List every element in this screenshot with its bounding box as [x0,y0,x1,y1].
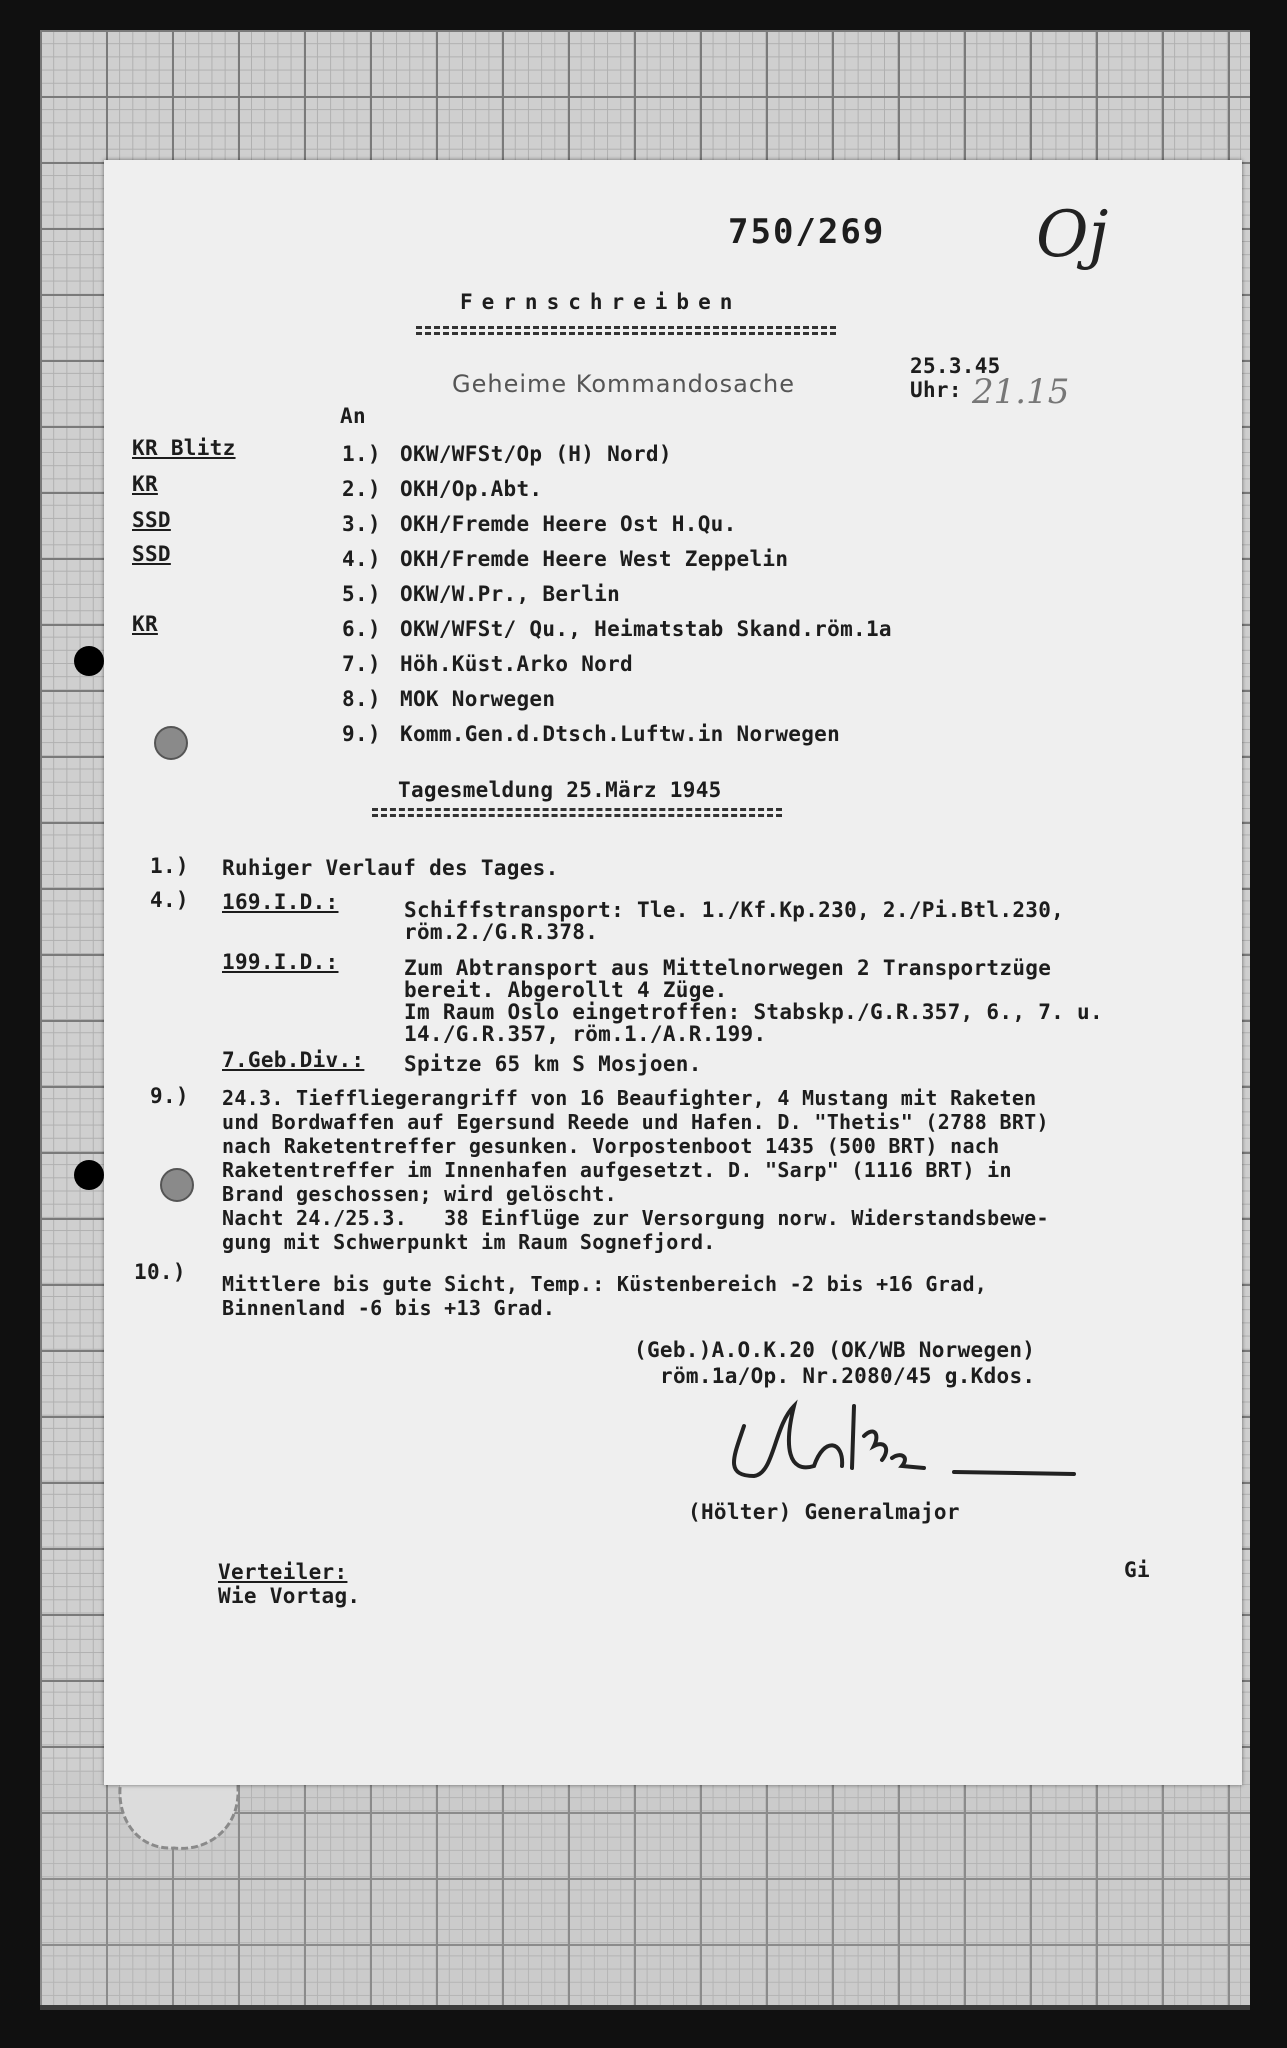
item-text: nach Raketentreffer gesunken. Vorpostenboot 1435 (500 BRT) nach [222,1134,1000,1158]
telex-document [104,160,1242,1785]
punch-hole [74,1160,104,1190]
item-text: Nacht 24./25.3. 38 Einflüge zur Versorgung norw. Widerstandsbewe- [222,1206,1049,1230]
unit-text: röm.2./G.R.378. [404,920,599,944]
item-text: Brand geschossen; wird gelöscht. [222,1182,617,1206]
punch-hole-mark [154,726,188,760]
item-text: Binnenland -6 bis +13 Grad. [222,1296,556,1320]
recipient-name: MOK Norwegen [400,687,556,711]
date: 25.3.45 [910,354,1001,378]
unit-text: Spitze 65 km S Mosjoen. [404,1052,702,1076]
initials: Gi [1124,1558,1150,1582]
unit-text: Zum Abtransport aus Mittelnorwegen 2 Transportzüge [404,956,1052,980]
title-underline [416,326,836,329]
item-number: 10.) [134,1260,186,1284]
unit-text: Schiffstransport: Tle. 1./Kf.Kp.230, 2./Pi.Btl.230, [404,898,1065,922]
recipient-number: 2.) [342,477,381,501]
recipient-number: 9.) [342,722,381,746]
recipient-priority: KR [132,472,158,496]
recipient-number: 8.) [342,687,381,711]
item-text: und Bordwaffen auf Egersund Reede und Hafen. D. "Thetis" (2788 BRT) [222,1110,1049,1134]
recipient-name: OKW/WFSt/Op (H) Nord) [400,442,672,466]
unit-label: 199.I.D.: [222,950,339,974]
item-text: Ruhiger Verlauf des Tages. [222,856,559,880]
document-title: Fernschreiben [460,290,742,314]
item-number: 9.) [150,1084,189,1108]
recipient-priority: SSD [132,542,171,566]
handwritten-time: 21.15 [972,372,1070,412]
recipient-priority: KR Blitz [132,436,236,460]
report-underline [372,808,782,811]
recipient-name: OKH/Fremde Heere Ost H.Qu. [400,512,737,536]
unit-label: 7.Geb.Div.: [222,1048,365,1072]
recipient-number: 5.) [342,582,381,606]
to-label: An [340,404,366,428]
recipient-number: 3.) [342,512,381,536]
recipient-name: OKH/Op.Abt. [400,477,543,501]
sender-line: röm.1a/Op. Nr.2080/45 g.Kdos. [660,1364,1036,1388]
item-number: 4.) [150,888,189,912]
recipient-number: 7.) [342,652,381,676]
recipient-number: 4.) [342,547,381,571]
item-text: gung mit Schwerpunkt im Raum Sognefjord. [222,1230,716,1254]
recipient-priority: KR [132,612,158,636]
item-text: 24.3. Tieffliegerangriff von 16 Beaufighter, 4 Mustang mit Raketen [222,1086,1037,1110]
signer-name: (Hölter) Generalmajor [688,1500,960,1524]
report-title: Tagesmeldung 25.März 1945 [398,778,722,802]
punch-hole [74,646,104,676]
unit-label: 169.I.D.: [222,890,339,914]
item-number: 1.) [150,854,189,878]
sender-line: (Geb.)A.O.K.20 (OK/WB Norwegen) [634,1338,1036,1362]
distribution-label: Verteiler: [218,1560,348,1584]
recipient-name: OKW/W.Pr., Berlin [400,582,621,606]
unit-text: Im Raum Oslo eingetroffen: Stabskp./G.R.357, 6., 7. u. [404,1000,1103,1024]
recipient-name: Höh.Küst.Arko Nord [400,652,633,676]
recipient-priority: SSD [132,508,171,532]
document-number: 750/269 [728,212,886,252]
distribution-value: Wie Vortag. [218,1584,361,1608]
title-underline-2 [416,332,836,335]
classification-stamp: Geheime Kommandosache [452,370,795,398]
recipient-number: 1.) [342,442,381,466]
report-underline-2 [372,814,782,817]
unit-text: 14./G.R.357, röm.1./A.R.199. [404,1022,767,1046]
punch-hole-mark [160,1168,194,1202]
handwritten-mark: Oj [1036,198,1109,272]
recipient-name: OKW/WFSt/ Qu., Heimatstab Skand.röm.1a [400,617,892,641]
recipient-name: Komm.Gen.d.Dtsch.Luftw.in Norwegen [400,722,841,746]
unit-text: bereit. Abgerollt 4 Züge. [404,978,728,1002]
recipient-name: OKH/Fremde Heere West Zeppelin [400,547,789,571]
item-text: Raketentreffer im Innenhafen aufgesetzt. D. "Sarp" (1116 BRT) in [222,1158,1012,1182]
time-label: Uhr: [910,378,962,402]
recipient-number: 6.) [342,617,381,641]
item-text: Mittlere bis gute Sicht, Temp.: Küstenbereich -2 bis +16 Grad, [222,1272,988,1296]
signature-icon [714,1386,1094,1486]
